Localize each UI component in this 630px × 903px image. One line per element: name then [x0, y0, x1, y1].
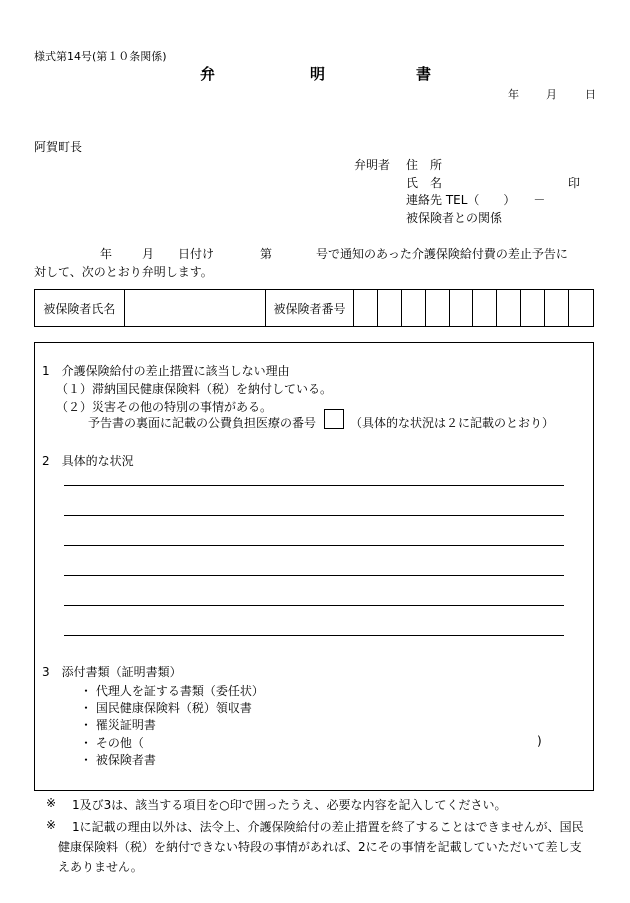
note2-line2: 健康保険料（税）を納付できない特段の事情があれば、2にその事情を記載していただいて差し支	[58, 840, 582, 854]
intro-line1: 号で通知のあった介護保険給付費の差止予告に	[316, 247, 568, 261]
insured-id-table	[34, 289, 594, 327]
attachment-item[interactable]: ・ その他（	[80, 736, 144, 750]
attachment-item[interactable]: ・ 罹災証明書	[80, 718, 156, 732]
situation-line[interactable]	[64, 635, 564, 636]
applicant-label: 弁明者	[354, 158, 391, 172]
attachment-item[interactable]: ・ 代理人を証する書類（委任状）	[80, 684, 264, 698]
date-year: 年	[508, 88, 519, 101]
section3-heading: 3 添付書類（証明書類）	[42, 665, 182, 679]
date-month: 月	[546, 88, 557, 101]
section1-item2[interactable]: （２）災害その他の特別の事情がある。	[56, 400, 273, 414]
insured-name-field[interactable]	[125, 290, 266, 326]
insured-number-digit[interactable]	[402, 290, 426, 326]
intro-line2: 対して、次のとおり弁明します。	[34, 265, 213, 279]
section1-item2-note: （具体的な状況は２に記載のとおり）	[350, 416, 555, 430]
situation-line[interactable]	[64, 515, 564, 516]
insured-number-digit[interactable]	[450, 290, 474, 326]
title-char-2: 明	[310, 65, 326, 83]
form-number: 様式第14号(第１０条関係)	[34, 50, 167, 63]
situation-line[interactable]	[64, 605, 564, 606]
title-char-1: 弁	[200, 65, 216, 83]
situation-line[interactable]	[64, 545, 564, 546]
insured-number-digit[interactable]	[473, 290, 497, 326]
address-label: 住 所	[406, 158, 443, 172]
intro-day: 日付け	[178, 247, 215, 261]
insured-name-label: 被保険者氏名	[35, 290, 125, 326]
contact-tel-label: 連絡先 TEL（ ） －	[406, 193, 546, 207]
note2-line1: 1に記載の理由以外は、法令上、介護保険給付の差止措置を終了することはできませんが、国民	[72, 820, 584, 834]
attachment-item[interactable]: ・ 国民健康保険料（税）領収書	[80, 701, 252, 715]
note-mark: ※	[46, 818, 57, 832]
insured-number-digit[interactable]	[497, 290, 521, 326]
addressee: 阿賀町長	[34, 140, 83, 154]
insured-number-digit[interactable]	[545, 290, 569, 326]
section1-item2-detail: 予告書の裏面に記載の公費負担医療の番号	[88, 416, 317, 430]
insured-number-digit[interactable]	[426, 290, 450, 326]
seal-mark: 印	[568, 176, 581, 190]
intro-year: 年	[100, 247, 113, 261]
situation-line[interactable]	[64, 575, 564, 576]
attachment-other-close: )	[537, 734, 542, 748]
note-mark: ※	[46, 796, 57, 810]
intro-no-prefix: 第	[260, 247, 273, 261]
insured-number-digit[interactable]	[569, 290, 593, 326]
insured-number-label: 被保険者番号	[266, 290, 354, 326]
relation-label: 被保険者との関係	[406, 211, 503, 225]
section1-item1[interactable]: （１）滞納国民健康保険料（税）を納付している。	[56, 382, 333, 396]
insured-number-digit[interactable]	[378, 290, 402, 326]
note1: 1及び3は、該当する項目を○印で囲ったうえ、必要な内容を記入してください。	[72, 798, 507, 812]
section2-heading: 2 具体的な状況	[42, 454, 134, 468]
public-medical-number-box[interactable]	[324, 409, 344, 429]
situation-line[interactable]	[64, 485, 564, 486]
attachment-item[interactable]: ・ 被保険者書	[80, 753, 156, 767]
insured-number-digit[interactable]	[521, 290, 545, 326]
note2-line3: えありません。	[58, 860, 143, 874]
name-label: 氏 名	[406, 176, 443, 190]
date-day: 日	[585, 88, 596, 101]
section1-heading: 1 介護保険給付の差止措置に該当しない理由	[42, 364, 290, 378]
title-char-3: 書	[416, 65, 432, 83]
insured-number-digit[interactable]	[354, 290, 378, 326]
intro-month: 月	[142, 247, 155, 261]
